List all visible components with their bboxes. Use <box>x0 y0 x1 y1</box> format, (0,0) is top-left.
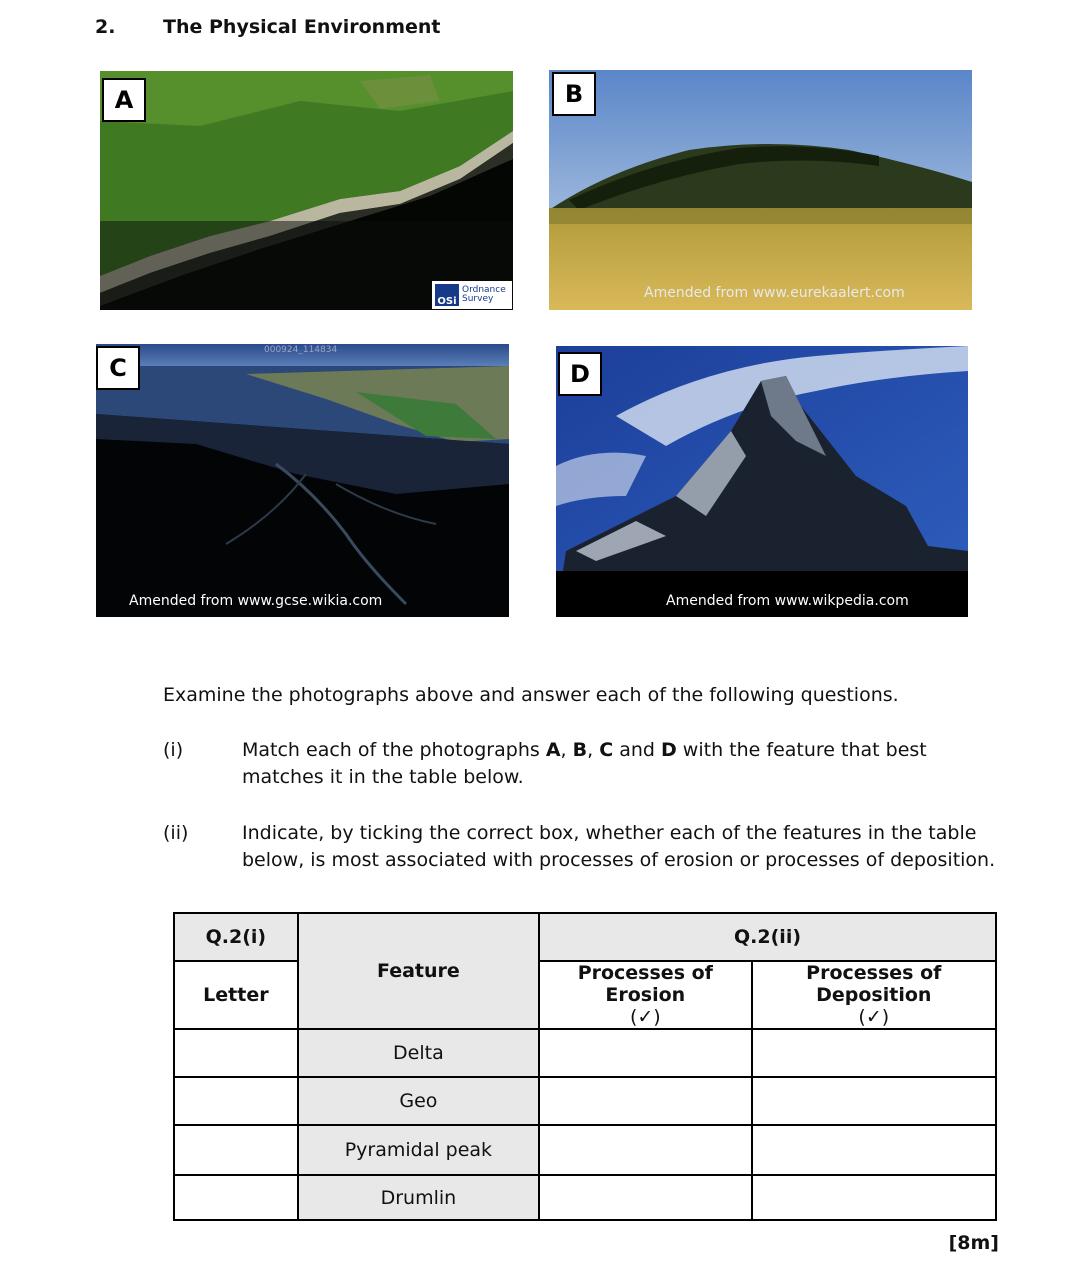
erosion-tick-box[interactable] <box>539 1175 752 1220</box>
answer-table <box>173 912 997 1221</box>
feature-cell: Drumlin <box>298 1175 539 1220</box>
part-ii-text: Indicate, by ticking the correct box, whether each of the features in the table below, is most associated with processes of erosion or processes of deposition. <box>242 822 996 871</box>
letter-cell[interactable] <box>174 1077 298 1125</box>
photo-credit-c: Amended from www.gcse.wikia.com <box>129 593 383 609</box>
question-number: 2. <box>95 16 116 38</box>
deposition-tick-box[interactable] <box>752 1175 996 1220</box>
header-q2i: Q.2(i) <box>174 913 298 961</box>
photo-d <box>556 346 968 617</box>
drumlin-image <box>549 70 972 310</box>
ordnance-survey-logo: OSi Ordnance Survey <box>432 281 512 309</box>
deposition-tick-box[interactable] <box>752 1077 996 1125</box>
header-letter: Letter <box>174 961 298 1029</box>
instructions-intro: Examine the photographs above and answer each of the following questions. <box>163 684 899 706</box>
photo-label-d: D <box>558 352 602 396</box>
letter-cell[interactable] <box>174 1029 298 1077</box>
photo-b <box>549 70 972 310</box>
header-feature: Feature <box>298 913 539 1029</box>
table-row <box>174 1125 996 1175</box>
question-title: The Physical Environment <box>163 16 441 38</box>
photo-c <box>96 344 509 617</box>
deposition-tick-label: (✓) <box>858 1006 890 1028</box>
header-erosion: Processes of Erosion (✓) <box>539 961 752 1029</box>
erosion-tick-label: (✓) <box>629 1006 661 1028</box>
photo-a <box>100 71 513 310</box>
photo-credit-d: Amended from www.wikpedia.com <box>666 593 909 609</box>
feature-cell: Geo <box>298 1077 539 1125</box>
erosion-tick-box[interactable] <box>539 1077 752 1125</box>
part-i-text: Match each of the photographs A, B, C and D with the feature that best matches it in the table below. <box>242 739 927 788</box>
erosion-tick-box[interactable] <box>539 1029 752 1077</box>
table-row <box>174 1029 996 1077</box>
feature-cell: Delta <box>298 1029 539 1077</box>
table-row <box>174 1077 996 1125</box>
part-i-number: (i) <box>163 739 184 761</box>
pyramidal-peak-image <box>556 346 968 617</box>
deposition-tick-box[interactable] <box>752 1029 996 1077</box>
photo-label-b: B <box>552 72 596 116</box>
deposition-tick-box[interactable] <box>752 1125 996 1175</box>
photo-label-a: A <box>102 78 146 122</box>
erosion-tick-box[interactable] <box>539 1125 752 1175</box>
letter-cell[interactable] <box>174 1175 298 1220</box>
photo-credit-b: Amended from www.eurekaalert.com <box>644 285 905 301</box>
header-q2ii: Q.2(ii) <box>539 913 996 961</box>
marks-label: [8m] <box>948 1232 999 1254</box>
part-ii-number: (ii) <box>163 822 189 844</box>
delta-image <box>96 344 509 617</box>
table-row <box>174 1175 996 1220</box>
header-deposition: Processes of Deposition (✓) <box>752 961 996 1029</box>
coast-image <box>100 71 513 310</box>
photo-label-c: C <box>96 346 140 390</box>
letter-cell[interactable] <box>174 1125 298 1175</box>
feature-cell: Pyramidal peak <box>298 1125 539 1175</box>
photo-stamp-c: 000924_114834 <box>264 345 338 355</box>
